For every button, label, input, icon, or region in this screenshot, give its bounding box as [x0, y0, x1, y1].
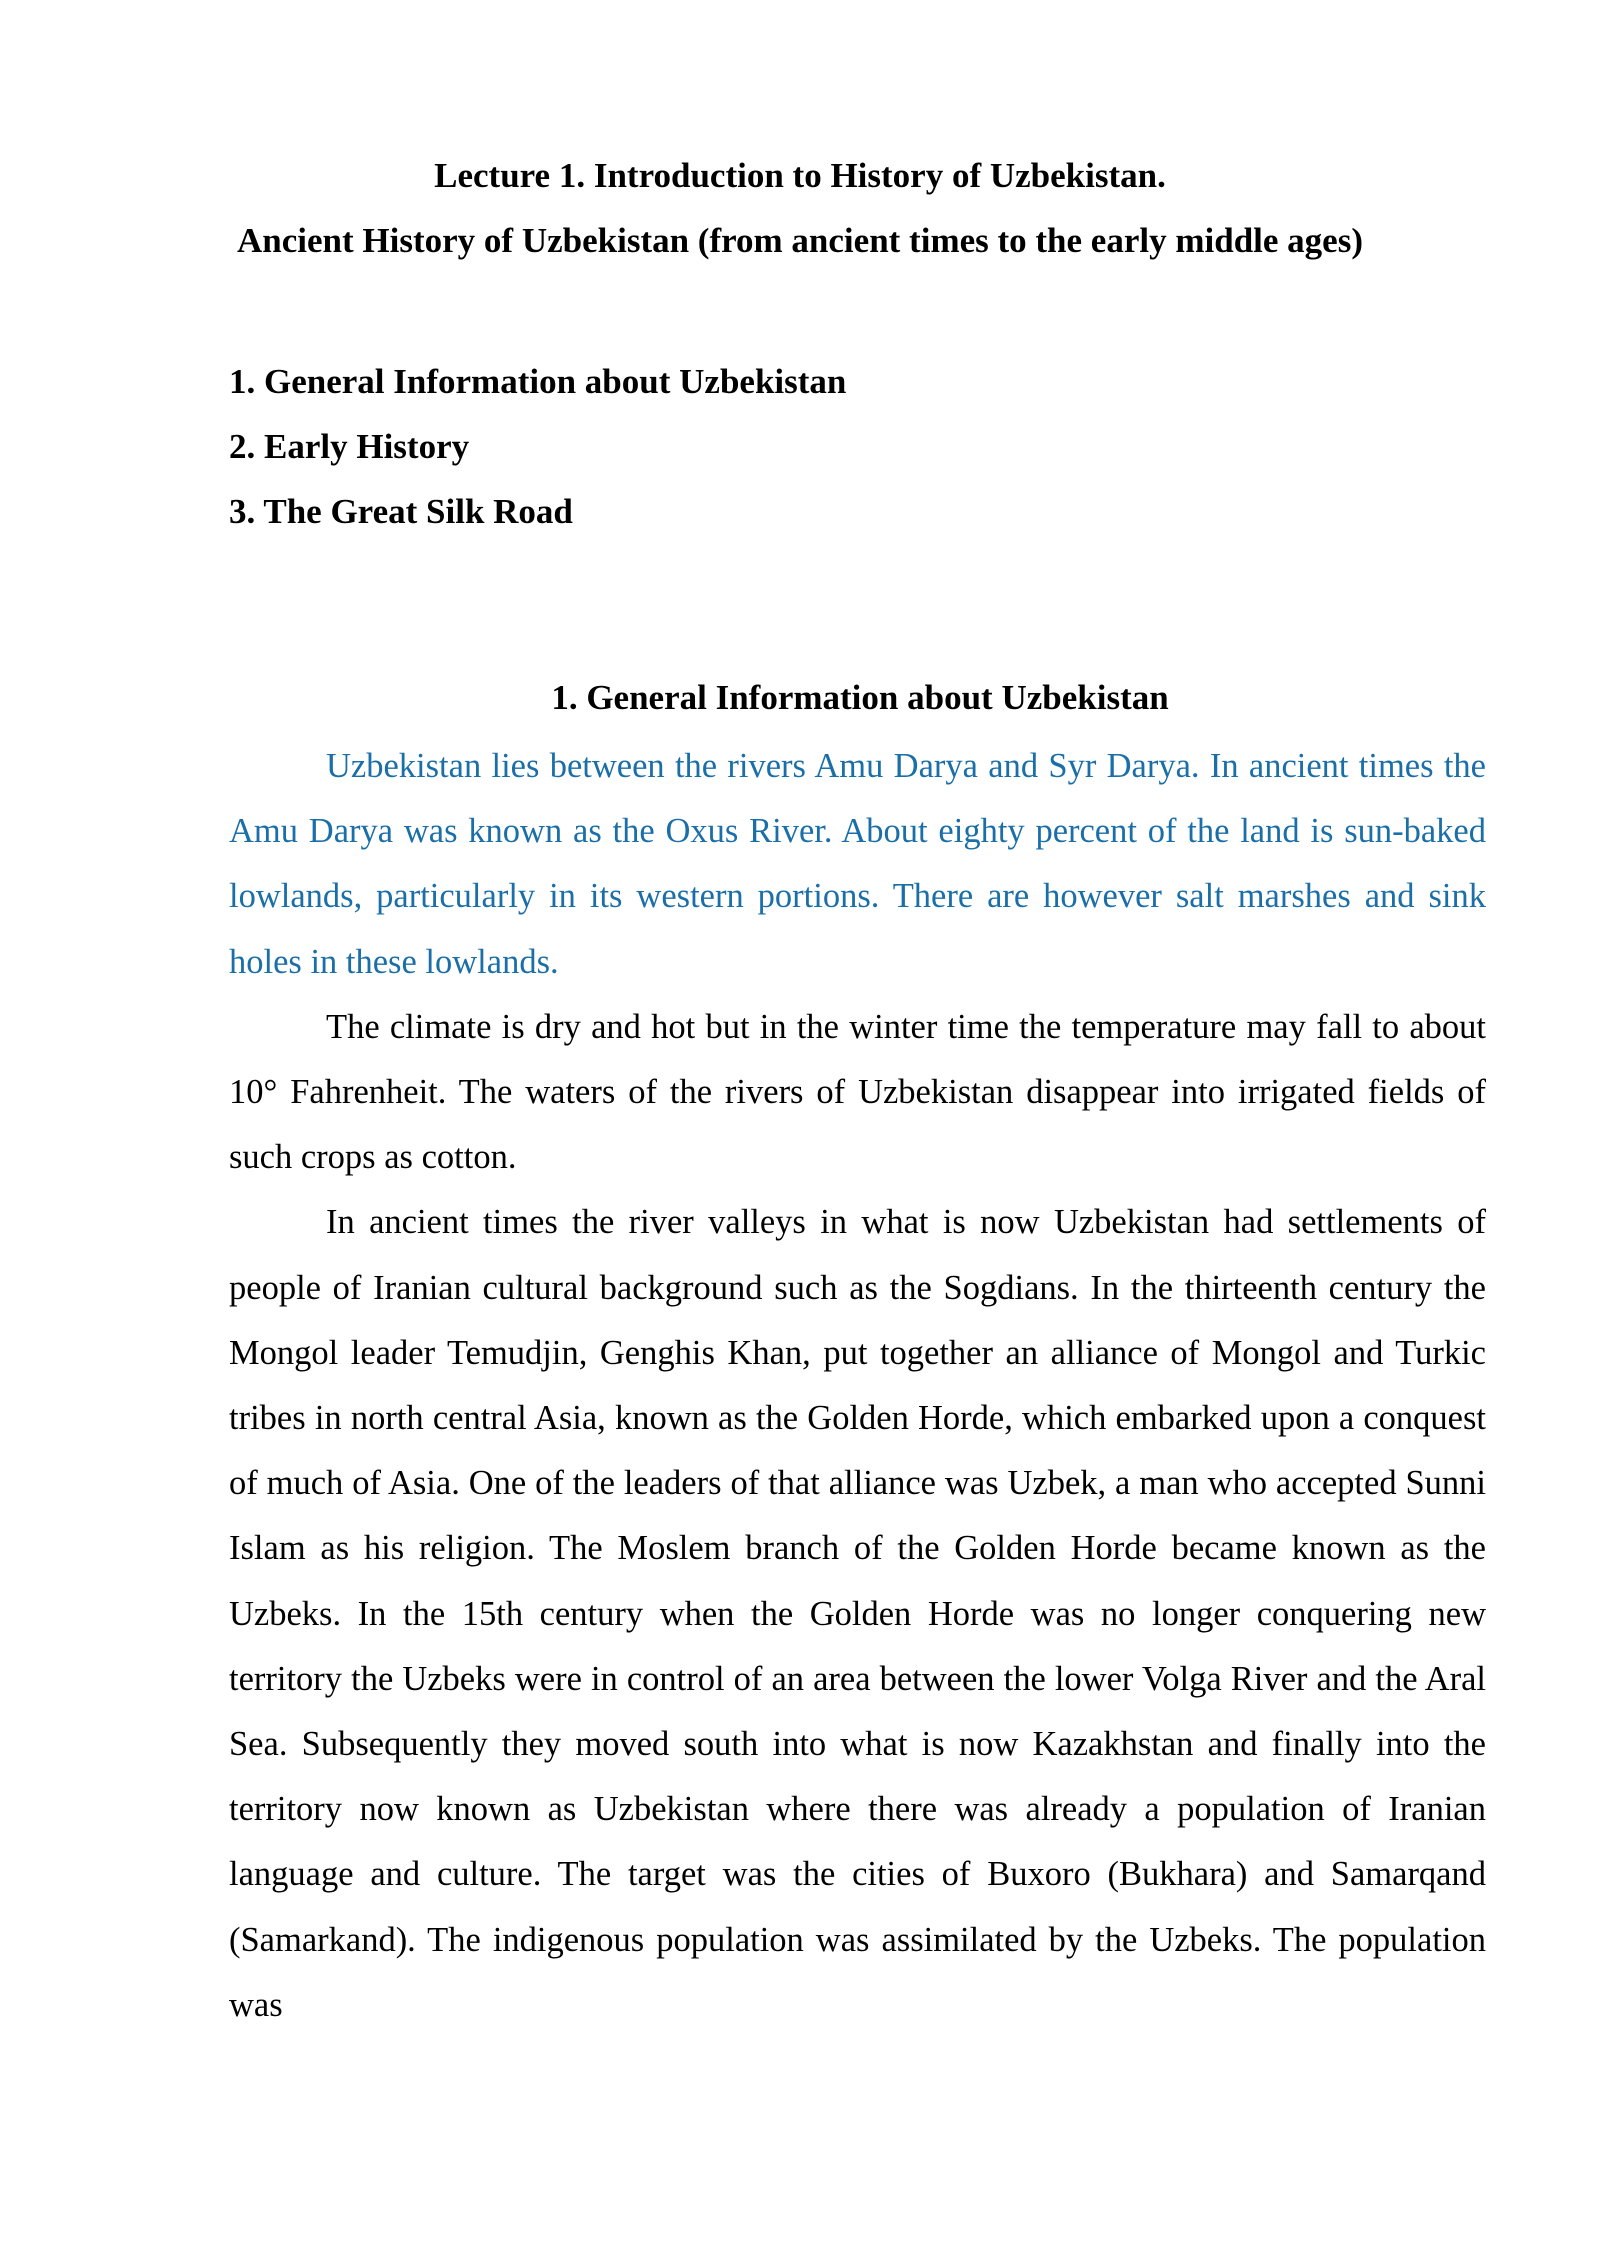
toc-item-early-history: 2. Early History: [229, 427, 470, 466]
section-heading: 1. General Information about Uzbekistan: [551, 678, 1169, 717]
paragraph-geography: Uzbekistan lies between the rivers Amu Darya and Syr Darya. In ancient times the Amu Darya was known as the Oxus River. About eighty percent of the land is sun-baked lowlands, particularly in its western portions. There are however salt marshes and sink holes in these lowlands.: [229, 747, 1486, 981]
table-of-contents: [229, 349, 846, 544]
body-text: [229, 734, 1486, 2038]
paragraph-climate: The climate is dry and hot but in the winter time the temperature may fall to about 10° Fahrenheit. The waters of the rivers of Uzbekistan disappear into irrigated fields of such crops as cotton.: [229, 1007, 1486, 1177]
lecture-subtitle: Ancient History of Uzbekistan (from ancient times to the early middle ages): [237, 221, 1363, 260]
lecture-title: Lecture 1. Introduction to History of Uzbekistan.: [434, 156, 1166, 195]
toc-item-general-information: 1. General Information about Uzbekistan: [229, 362, 847, 401]
toc-item-great-silk-road: 3. The Great Silk Road: [229, 492, 573, 531]
paragraph-history: In ancient times the river valleys in what is now Uzbekistan had settlements of people of Iranian cultural background such as the Sogdians. In the thirteenth century the Mongol leader Temudjin, Genghis Khan, put together an alliance of Mongol and Turkic tribes in north central Asia, known as the Golden Horde, which embarked upon a conquest of much of Asia. One of the leaders of that alliance was Uzbek, a man who accepted Sunni Islam as his religion. The Moslem branch of the Golden Horde became known as the Uzbeks. In the 15th century when the Golden Horde was no longer conquering new territory the Uzbeks were in control of an area between the lower Volga River and the Aral Sea. Subsequently they moved south into what is now Kazakhstan and finally into the territory now known as Uzbekistan where there was already a population of Iranian language and culture. The target was the cities of Buxoro (Bukhara) and Samarqand (Samarkand). The indigenous population was assimilated by the Uzbeks. The population was: [229, 1203, 1486, 2024]
